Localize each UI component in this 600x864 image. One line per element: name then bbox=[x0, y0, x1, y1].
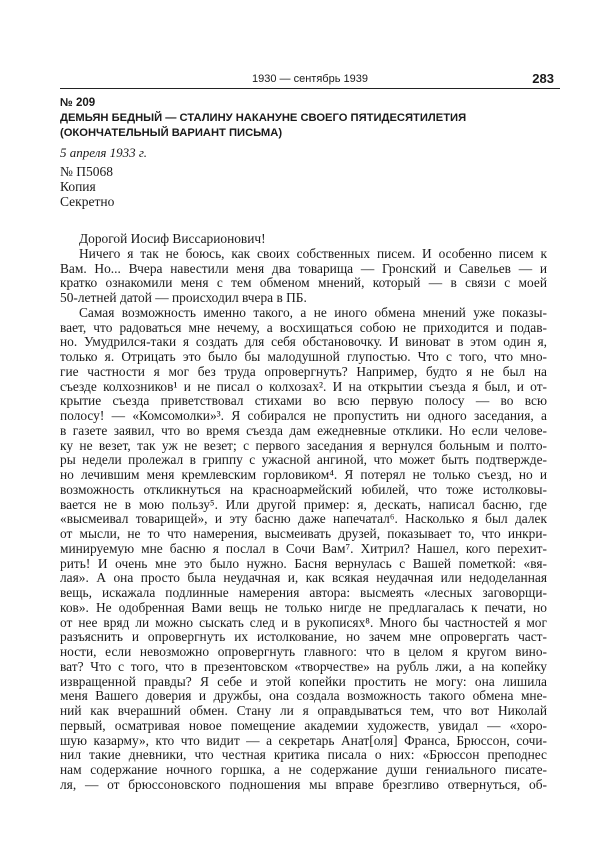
text-line: первый, осматривая новое помещение академии художеств, увидал — «хоро- bbox=[60, 718, 547, 733]
text-line: ности, если невозможно опровергнуть главного: что в целом я кругом вино- bbox=[60, 645, 547, 659]
document-title-line: ДЕМЬЯН БЕДНЫЙ — СТАЛИНУ НАКАНУНЕ СВОЕГО ПЯТИДЕСЯТИЛЕТИЯ bbox=[60, 112, 467, 124]
text-line: ля, — от брюссоновского подношения мы вправе брезгливо отвернуться, об- bbox=[60, 777, 547, 792]
text-line: Дорогой Иосиф Виссарионович! bbox=[79, 232, 266, 246]
text-line: вещь, искажала подлинные намерения автора: высмеять «лесных заговорщи- bbox=[60, 586, 547, 600]
copy-mark: Копия bbox=[60, 179, 96, 195]
text-line: Ничего я так не боюсь, как своих собственных писем. И особенно писем к bbox=[79, 246, 547, 261]
document-title-line: (ОКОНЧАТЕЛЬНЫЙ ВАРИАНТ ПИСЬМА) bbox=[60, 127, 283, 139]
running-head-title: 1930 — сентябрь 1939 bbox=[252, 73, 368, 85]
text-line: Самая возможность именно такого, а не иного обмена мнений уже показы- bbox=[79, 305, 547, 320]
text-line: минируемую мне басню я послал в Сочи Вам⁷. Хитрил? Нашел, кого перехит- bbox=[60, 541, 547, 556]
text-line: возможность откликнуться на красноармейский юбилей, что тоже истолковы- bbox=[60, 482, 547, 497]
text-line: кратко ознакомили меня с тем обменом мнений, который — в связи с моей bbox=[60, 276, 547, 291]
document-title bbox=[60, 111, 480, 141]
text-line: ку не везет, так уж не везет; с первого заседания я вернулся больным и полто- bbox=[60, 438, 547, 453]
text-line: в газете заявил, что во время съезда дам ежедневные отклики. Но если челове- bbox=[60, 423, 547, 438]
text-line: но лечившим меня кремлевским горловиком⁴. Я потерял не только съезд, но и bbox=[60, 468, 547, 482]
text-line: вает, что радоваться мне нечему, а восхищаться собою не приходится и подав- bbox=[60, 320, 547, 335]
text-line: но. Умудрился-таки я создать для себя обстановочку. И виноват в этом один я, bbox=[60, 335, 547, 350]
text-line: «высмеивал товарищей», и эту басню даже напечатал⁶. Насколько я был далек bbox=[60, 512, 547, 527]
text-line: крытие съезда приветствовал стихами во всю первую полосу — во всю bbox=[60, 394, 547, 409]
text-line: лая». А она просто была неудачная и, как всякая неудачная или недоделанная bbox=[60, 571, 547, 586]
text-line: вается не в мою пользу⁵. Или другой пример: я, дескать, написал басню, где bbox=[60, 497, 547, 512]
text-line: полосу! — «Комсомолки»³. Я собирался не пропустить ни одного заседания, а bbox=[60, 409, 547, 423]
text-line: меня Вашего доверия и дружбы, она создала возможность такого обмена мне- bbox=[60, 689, 547, 704]
text-line: ват? Что с того, что в презентовском «творчестве» на рубль лжи, а на копейку bbox=[60, 659, 547, 674]
registration-number: № П5068 bbox=[60, 164, 114, 179]
letter-body bbox=[60, 232, 547, 793]
text-line: от мысли, не то что намерения, высмеивать друзей, показывает то, что инкри- bbox=[60, 527, 547, 541]
document-number: № 209 bbox=[60, 97, 96, 109]
text-line: только я. Отрицать это было бы малодушной глупостью. Что с того, что мно- bbox=[60, 350, 547, 364]
secrecy-mark: Секретно bbox=[60, 194, 115, 210]
text-line: шую казарму», кто что видит — а секретарь Анат[оля] Франса, Брюссон, сочи- bbox=[60, 733, 547, 748]
text-line: ний как вчерашний обмен. Стану ли я оправдываться тем, что вот Николай bbox=[60, 704, 547, 718]
text-line: нил такие дневники, что честная критика писала о них: «Брюссон преподнес bbox=[60, 748, 547, 763]
text-line: ры недели пролежал в гриппу с ужасной ангиной, что может быть подтвержде- bbox=[60, 453, 547, 468]
text-line: разъяснить и опровергнуть их истолкование, но зачем мне опровергать част- bbox=[60, 630, 547, 645]
text-line: Вам. Но... Вчера навестили меня два товарища — Гронский и Савельев — и bbox=[60, 261, 547, 276]
text-line: извращенной правды? Я себе и этой копейки простить не могу: она лишила bbox=[60, 674, 547, 689]
running-head bbox=[60, 72, 560, 89]
text-line: гие частности я мог без труда опровергнуть? Например, будто я не был на bbox=[60, 364, 547, 379]
text-line: от нее вряд ли можно сыскать след и в рукописях⁸. Много бы частностей я мог bbox=[60, 615, 547, 630]
document-date: 5 апреля 1933 г. bbox=[60, 145, 148, 160]
text-line: ков». Не одобренная Вами вещь не только нигде не предлагалась к печати, но bbox=[60, 600, 547, 615]
text-line: нам содержание ночного горшка, а не содержание души гениального писате- bbox=[60, 763, 547, 777]
text-line: рить! И очень мне это было нужно. Басня вернулась с Вашей пометкой: «вя- bbox=[60, 556, 547, 571]
text-line: 50-летней датой — происходил вчера в ПБ. bbox=[60, 291, 307, 305]
page-number: 283 bbox=[532, 71, 554, 86]
text-line: съезде колхозников¹ и не писал о колхозах². И на открытии съезда я был, и от- bbox=[60, 379, 547, 394]
document-meta bbox=[60, 164, 114, 210]
